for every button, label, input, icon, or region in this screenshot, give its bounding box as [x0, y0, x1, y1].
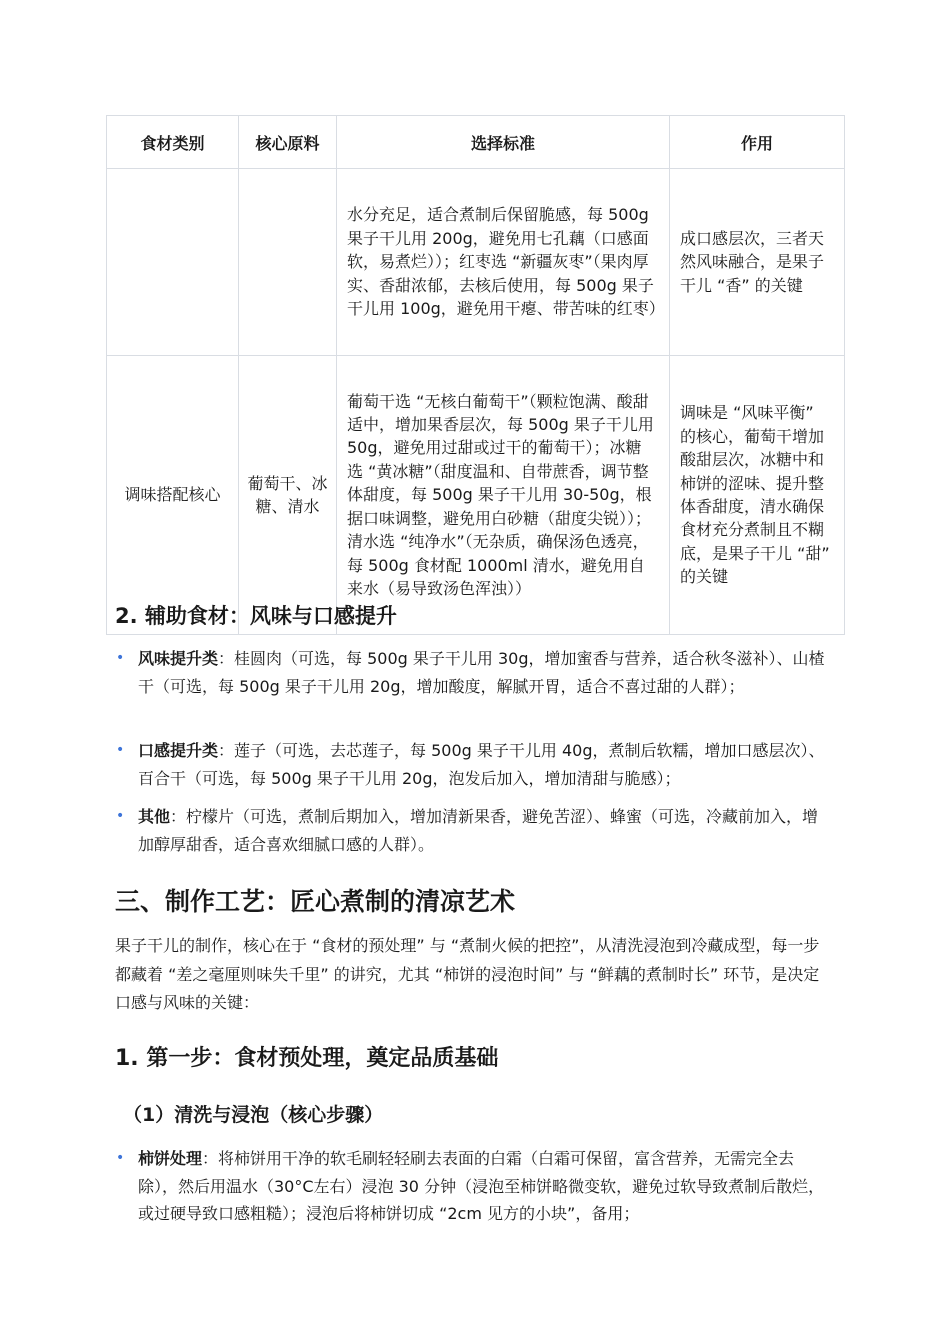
header-criteria: 选择标准 [337, 116, 670, 169]
bullet-icon: • [116, 742, 125, 758]
cell-ingredients [239, 169, 337, 356]
list-item-label: 风味提升类 [138, 649, 219, 668]
cell-criteria: 水分充足，适合煮制后保留脆感，每 500g 果子干儿用 200g，避免用七孔藕（口感面软，易煮烂））；红枣选 “新疆灰枣”（果肉厚实、香甜浓郁，去核后使用，每 500g 果子干儿用 100g，避免用干瘪、带苦味的红枣） [337, 169, 670, 356]
list-item-label: 其他 [138, 807, 171, 826]
list-item [115, 645, 833, 700]
list-item-text: ：将柿饼用干净的软毛刷轻轻刷去表面的白霜（白霜可保留，富含营养，无需完全去除），然后用温水（30°C左右）浸泡 30 分钟（浸泡至柿饼略微变软，避免过软导致煮制后散烂，或过硬导致口感粗糙）；浸泡后将柿饼切成 “2cm 见方的小块”，备用； [138, 1149, 825, 1224]
step1-heading: 1. 第一步：食材预处理，奠定品质基础 [115, 1046, 499, 1071]
cell-category: 调味搭配核心 [107, 356, 239, 635]
table-row [107, 169, 845, 356]
table-header-row [107, 116, 845, 169]
cell-role: 调味是 “风味平衡” 的核心，葡萄干增加酸甜层次，冰糖中和柿饼的涩味、提升整体香甜度，清水确保食材充分煮制且不糊底，是果子干儿 “甜” 的关键 [670, 356, 845, 635]
table-row [107, 356, 845, 635]
cell-ingredients: 葡萄干、冰糖、清水 [239, 356, 337, 635]
bullet-icon: • [116, 650, 125, 666]
list-item-text: ：柠檬片（可选，煮制后期加入，增加清新果香，避免苦涩）、蜂蜜（可选，冷藏前加入，增加醇厚甜香，适合喜欢细腻口感的人群）。 [138, 807, 819, 854]
list-item-text: ：桂圆肉（可选，每 500g 果子干儿用 30g，增加蜜香与营养，适合秋冬滋补）、山楂干（可选，每 500g 果子干儿用 20g，增加酸度，解腻开胃，适合不喜过甜的人群）； [138, 649, 825, 696]
list-item [115, 1145, 833, 1228]
cell-category [107, 169, 239, 356]
cell-role: 成口感层次，三者天然风味融合，是果子干儿 “香” 的关键 [670, 169, 845, 356]
list-item-label: 口感提升类 [138, 741, 219, 760]
aux-ingredients-heading: 2. 辅助食材：风味与口感提升 [115, 604, 397, 628]
header-role: 作用 [670, 116, 845, 169]
bullet-icon: • [116, 808, 125, 824]
ingredients-table [106, 115, 845, 635]
list-item [115, 803, 833, 858]
list-item-text: ：莲子（可选，去芯莲子，每 500g 果子干儿用 40g，煮制后软糯，增加口感层次）、百合干（可选，每 500g 果子干儿用 20g，泡发后加入，增加清甜与脆感）； [138, 741, 825, 788]
step1-subheading: （1）清洗与浸泡（核心步骤） [123, 1104, 384, 1126]
list-item [115, 737, 833, 792]
header-ingredients: 核心原料 [239, 116, 337, 169]
header-category: 食材类别 [107, 116, 239, 169]
cell-criteria: 葡萄干选 “无核白葡萄干”（颗粒饱满、酸甜适中，增加果香层次，每 500g 果子干儿用 50g，避免用过甜或过干的葡萄干）；冰糖选 “黄冰糖”（甜度温和、自带蔗香，调节整体甜度，每 500g 果子干儿用 30-50g，根据口味调整，避免用白砂糖（甜度尖锐））；清水选 “纯净水”（无杂质，确保汤色透亮，每 500g 食材配 1000ml 清水，避免用自来水（易导致汤色浑浊）） [337, 356, 670, 635]
craft-section-heading: 三、制作工艺：匠心煮制的清凉艺术 [115, 887, 516, 916]
bullet-icon: • [116, 1150, 125, 1166]
craft-intro-paragraph: 果子干儿的制作，核心在于 “食材的预处理” 与 “煮制火候的把控”，从清洗浸泡到冷藏成型，每一步都藏着 “差之毫厘则味失千里” 的讲究，尤其 “柿饼的浸泡时间” 与 “鲜藕的煮制时长” 环节，是决定口感与风味的关键： [115, 936, 820, 1012]
list-item-label: 柿饼处理 [138, 1149, 203, 1168]
